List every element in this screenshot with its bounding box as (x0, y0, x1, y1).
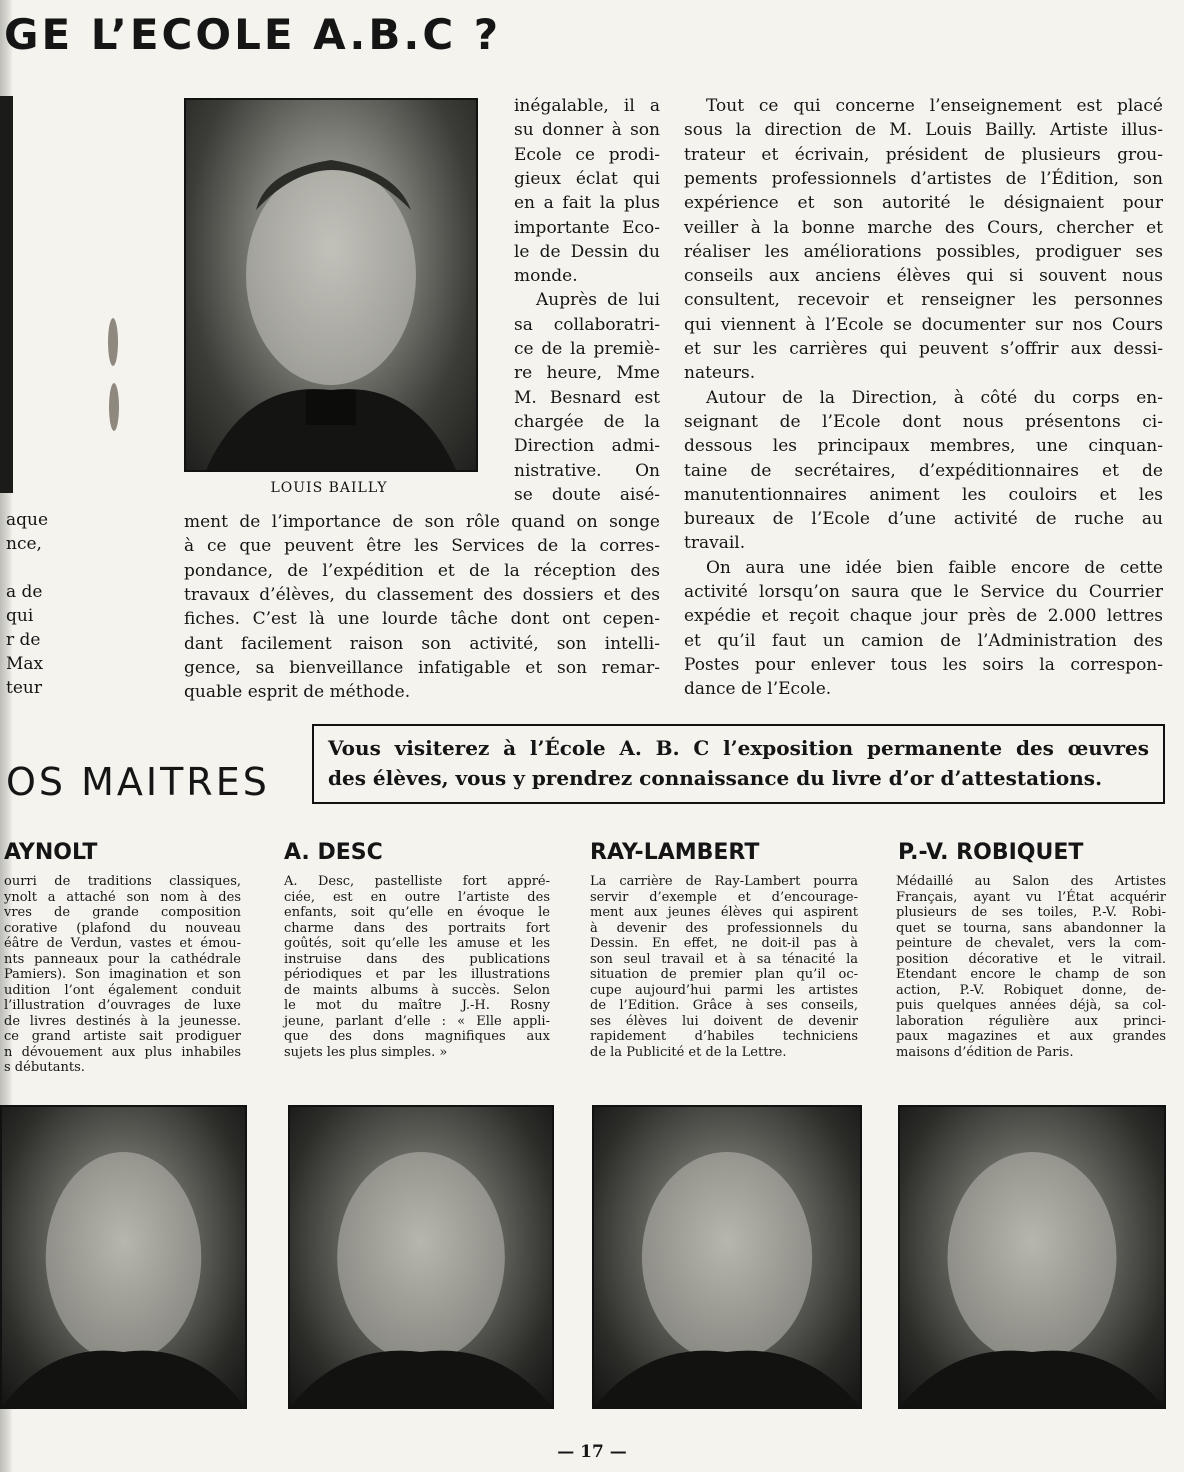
body-text-line: et qu’il faut un camion de l’Administration des (684, 630, 1163, 651)
teacher-bio-line: quet se tourna, sans abandonner la (896, 920, 1166, 936)
teacher-photo (288, 1105, 554, 1409)
edge-text-fragment: r de (6, 630, 41, 650)
body-text-line: Auprès de lui (536, 290, 660, 311)
body-text-line: conseils aux anciens élèves qui si souvent nous (684, 266, 1163, 287)
section-title: OS MAITRES (6, 760, 270, 804)
teacher-bio-line: son seul travail et à sa ténacité la (590, 951, 858, 967)
teacher-bio-line: de l’Edition. Grâce à ses conseils, (590, 998, 858, 1013)
binding-stain (108, 318, 118, 366)
edge-text-fragment: nce, (6, 534, 42, 554)
teacher-bio-line: le mot du maître J.-H. Rosny (284, 998, 550, 1013)
body-text-line: se doute aisé- (514, 484, 660, 505)
teacher-bio-line: servir d’exemple et d’encourage- (590, 889, 858, 905)
body-text-line: gieux éclat qui (514, 168, 660, 189)
page-number: — 17 — (557, 1442, 627, 1462)
body-text-line: bureaux de l’Ecole d’une activité de ruche au (684, 509, 1163, 530)
teacher-bio-line: corative (plafond du nouveau (4, 920, 241, 936)
teacher-bio-line: udition l’ont également conduit (4, 982, 241, 998)
teacher-bio-line: de la Publicité et de la Lettre. (590, 1044, 787, 1060)
teacher-name: A. DESC (284, 840, 383, 865)
body-text-line: taine de secrétaires, d’expéditionnaires et de (684, 460, 1163, 481)
cropped-photo-edge (0, 96, 13, 493)
teacher-bio-line: laboration régulière aux princi- (896, 1013, 1166, 1029)
edge-text-fragment: Max (6, 654, 44, 674)
body-text-line: pements professionnels d’artistes de l’Édition, son (684, 168, 1163, 189)
body-text-line: qui viennent à l’Ecole se documenter sur nos Cours (684, 314, 1163, 335)
notice-line: Vous visiterez à l’École A. B. C l’exposition permanente des œuvres (328, 736, 1149, 760)
body-text-line: veiller à la bonne marche des Cours, chercher et (684, 217, 1163, 238)
teacher-photo (898, 1105, 1166, 1409)
teacher-bio-line: Dessin. En effet, ne doit-il pas à (590, 936, 858, 951)
body-text-line: nateurs. (684, 363, 756, 384)
teacher-bio-line: à devenir des professionnels du (590, 920, 858, 936)
teacher-bio-line: Médaillé au Salon des Artistes (896, 874, 1166, 889)
teacher-bio-line: éâtre de Verdun, vastes et émou- (4, 936, 241, 951)
body-text-line: chargée de la (514, 411, 660, 432)
teacher-bio-line: situation de premier plan qu’il oc- (590, 967, 858, 982)
teacher-bio-line: charme dans des portraits fort (284, 920, 550, 936)
body-text-line: quable esprit de méthode. (184, 682, 411, 703)
body-text-line: sous la direction de M. Louis Bailly. Artiste illus- (684, 120, 1163, 141)
teacher-name: RAY-LAMBERT (590, 840, 760, 865)
teacher-bio-line: enfants, soit qu’elle en évoque le (284, 905, 550, 920)
binding-stain (109, 383, 119, 431)
teacher-bio-line: périodiques et par les illustrations (284, 967, 550, 982)
teacher-bio-line: nts panneaux pour la cathédrale (4, 951, 241, 967)
body-text-line: gence, sa bienveillance infatigable et son remar- (184, 657, 660, 678)
body-text-line: à ce que peuvent être les Services de la corres- (184, 536, 660, 557)
body-text-line: expérience et son autorité le désignaient pour (684, 193, 1163, 214)
portrait-photo-icon (594, 1107, 860, 1407)
portrait-photo-icon (290, 1107, 552, 1407)
body-text-line: Direction admi- (514, 436, 660, 457)
teacher-name: AYNOLT (4, 840, 98, 865)
teacher-bio-line: de livres destinés à la jeunesse. (4, 1013, 241, 1029)
body-text-line: réaliser les améliorations possibles, prodiguer ses (684, 241, 1163, 262)
body-text-line: ce de la premiè- (514, 339, 660, 359)
body-text-line: dessous les principaux membres, une cinquan- (684, 436, 1163, 457)
body-text-line: On aura une idée bien faible encore de cette (706, 557, 1163, 578)
body-text-line: re heure, Mme (514, 363, 660, 384)
teacher-bio-line: maisons d’édition de Paris. (896, 1044, 1074, 1060)
teacher-bio-line: que des dons magnifiques aux (284, 1029, 550, 1044)
body-text-line: et sur les carrières qui peuvent s’offrir aux dessi- (684, 339, 1163, 359)
body-text-line: expédie et reçoit chaque jour près de 2.000 lettres (684, 606, 1163, 627)
teacher-bio-line: l’illustration d’ouvrages de luxe (4, 998, 241, 1013)
body-text-line: su donner à son (514, 120, 660, 141)
teacher-bio-line: Pamiers). Son imagination et son (4, 967, 241, 982)
body-text-line: sa collaboratri- (514, 314, 660, 335)
body-text-line: fiches. C’est là une lourde tâche dont ont cepen- (184, 609, 660, 630)
body-text-line: ment de l’importance de son rôle quand on songe (184, 512, 660, 532)
edge-text-fragment: qui (6, 606, 34, 626)
edge-text-fragment: a de (6, 582, 43, 602)
body-text-line: consultent, recevoir et renseigner les personnes (684, 290, 1163, 311)
body-text-line: Autour de la Direction, à côté du corps en- (706, 387, 1163, 408)
body-text-line: Tout ce qui concerne l’enseignement est placé (706, 96, 1163, 116)
body-text-line: nistrative. On (514, 460, 660, 481)
teacher-bio-line: action, P.-V. Robiquet donne, de- (896, 982, 1166, 998)
body-text-line: importante Eco- (514, 217, 660, 238)
teacher-bio-line: goûtés, soit qu’elle les amuse et les (284, 936, 550, 951)
photo-caption: LOUIS BAILLY (270, 480, 388, 496)
body-text-line: monde. (514, 266, 578, 287)
teacher-name: P.-V. ROBIQUET (898, 840, 1084, 865)
teacher-bio-line: s débutants. (4, 1060, 85, 1075)
teacher-bio-line: sujets les plus simples. » (284, 1044, 448, 1060)
teacher-bio-line: ment aux jeunes élèves qui aspirent (590, 905, 858, 920)
notice-line: des élèves, vous y prendrez connaissance du livre d’or d’attestations. (328, 766, 1103, 790)
teacher-bio-line: A. Desc, pastelliste fort appré- (284, 874, 550, 889)
teacher-bio-line: n dévouement aux plus inhabiles (4, 1044, 241, 1060)
body-text-line: inégalable, il a (514, 96, 660, 116)
body-text-line: trateur et écrivain, président de plusieurs grou- (684, 144, 1163, 165)
body-text-line: le de Dessin du (514, 241, 660, 262)
body-text-line: en a fait la plus (514, 193, 660, 214)
portrait-photo-icon (2, 1107, 245, 1407)
teacher-bio-line: plusieurs de ses toiles, P.-V. Robi- (896, 905, 1166, 920)
body-text-line: manutentionnaires animent les couloirs et les (684, 484, 1163, 505)
body-text-line: seignant de l’Ecole dont nous présentons ci- (684, 411, 1163, 432)
body-text-line: travail. (684, 533, 746, 554)
body-text-line: dance de l’Ecole. (684, 679, 832, 700)
teacher-bio-line: La carrière de Ray-Lambert pourra (590, 874, 858, 889)
portrait-photo-icon (186, 100, 476, 470)
teacher-bio-line: Etendant encore le champ de son (896, 967, 1166, 982)
body-text-line: Postes pour enlever tous les soirs la correspon- (684, 654, 1163, 675)
teacher-bio-line: instruise dans des publications (284, 951, 550, 967)
teacher-bio-line: de maints albums à succès. Selon (284, 982, 550, 998)
teacher-bio-line: Français, ayant vu l’État acquérir (896, 889, 1166, 905)
page-title: GE L’ECOLE A.B.C ? (4, 10, 502, 59)
teacher-bio-line: cupe aujourd’hui parmi les artistes (590, 982, 858, 998)
teacher-photo (0, 1105, 247, 1409)
louis-bailly-photo (184, 98, 478, 472)
body-text-line: M. Besnard est (514, 387, 660, 408)
teacher-bio-line: ce grand artiste sait prodiguer (4, 1029, 241, 1044)
teacher-bio-line: ses élèves lui doivent de devenir (590, 1013, 858, 1029)
exhibition-notice-box (312, 724, 1165, 804)
body-text-line: pondance, de l’expédition et de la réception des (184, 560, 660, 581)
body-text-line: travaux d’élèves, du classement des dossiers et des (184, 584, 660, 605)
portrait-photo-icon (900, 1107, 1164, 1407)
teacher-bio-line: ourri de traditions classiques, (4, 874, 241, 889)
teacher-bio-line: paux magazines et aux grandes (896, 1029, 1166, 1044)
teacher-bio-line: vres de grande composition (4, 905, 241, 920)
body-text-line: Ecole ce prodi- (514, 144, 660, 165)
teacher-bio-line: peinture de chevalet, vers la com- (896, 936, 1166, 951)
edge-text-fragment: teur (6, 678, 42, 698)
teacher-bio-line: rapidement d’habiles techniciens (590, 1029, 858, 1044)
teacher-photo (592, 1105, 862, 1409)
body-text-line: dant facilement raison son activité, son intelli- (184, 633, 660, 654)
teacher-bio-line: ynolt a attaché son nom à des (4, 889, 241, 905)
teacher-bio-line: ciée, est en outre l’artiste des (284, 889, 550, 905)
teacher-bio-line: jeune, parlant d’elle : « Elle appli- (284, 1013, 550, 1029)
teacher-bio-line: position décorative et le vitrail. (896, 951, 1166, 967)
body-text-line: activité lorsqu’on saura que le Service du Courrier (684, 582, 1163, 602)
edge-text-fragment: aque (6, 510, 49, 530)
teacher-bio-line: puis quelques années déjà, sa col- (896, 998, 1166, 1013)
